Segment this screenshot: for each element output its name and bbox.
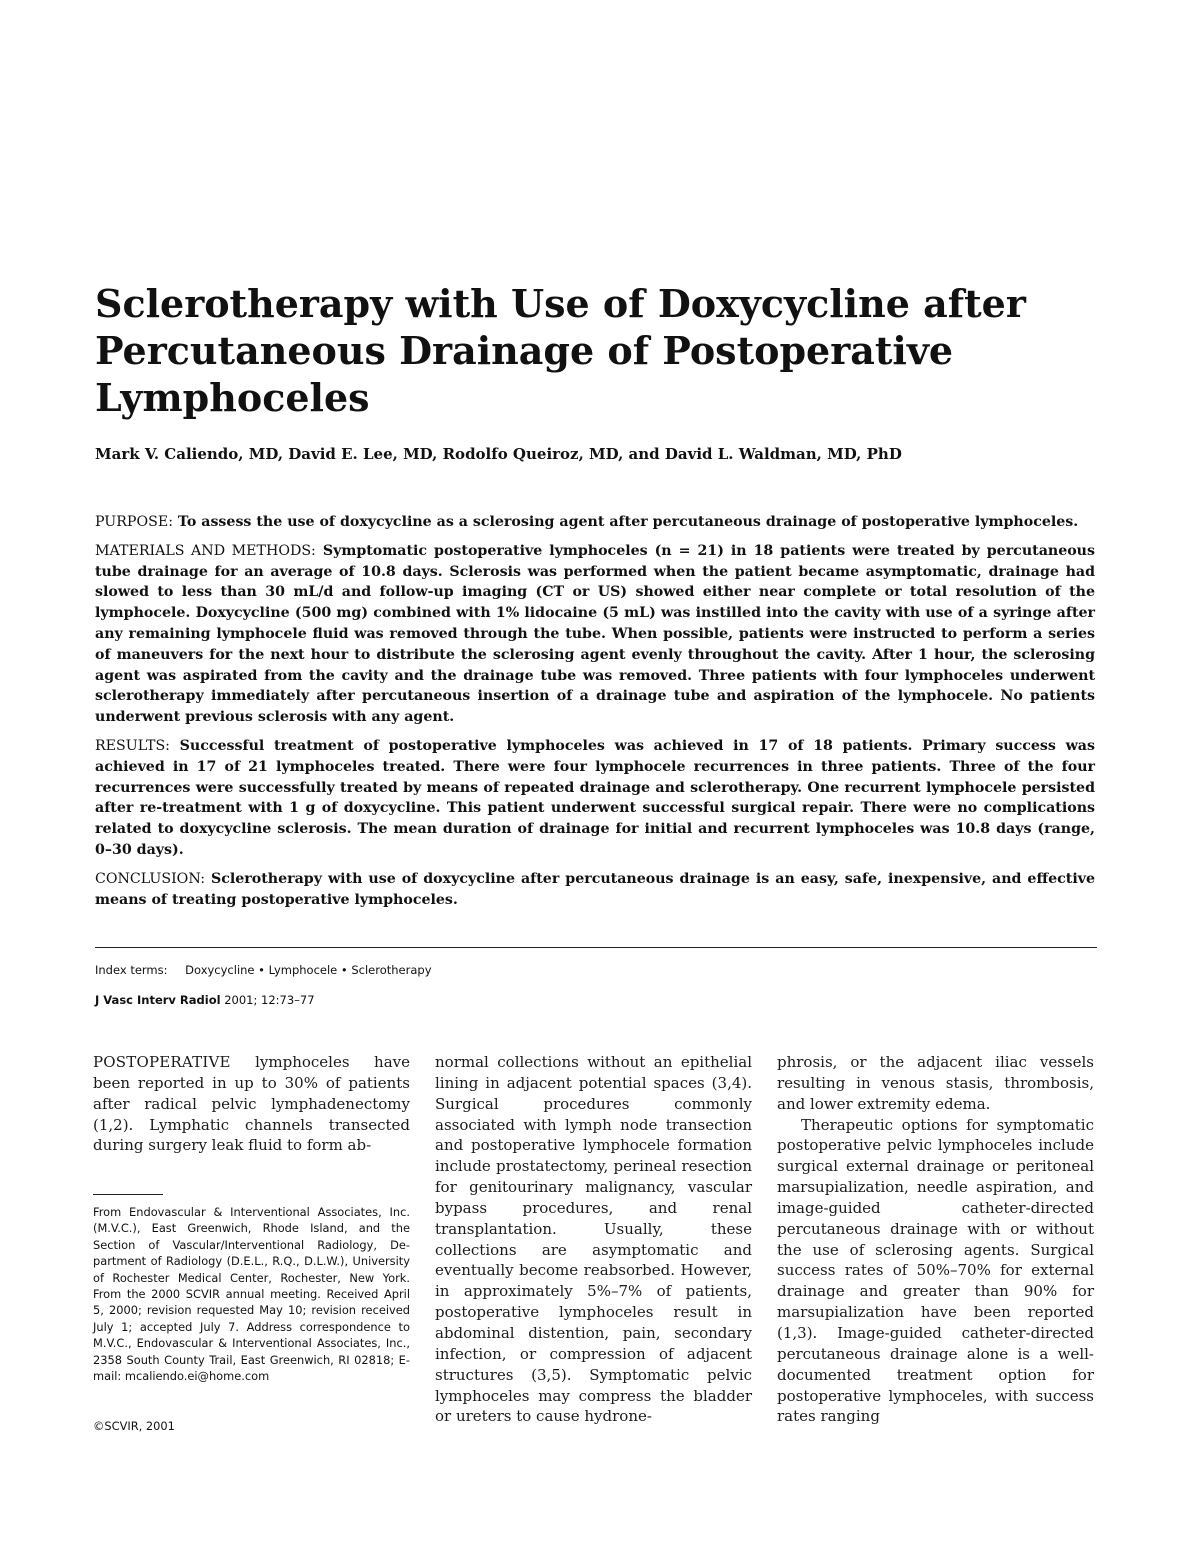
affiliation-footnote: From Endovascular & Interventional Associates, Inc. (M.V.C.), East Greenwich, Rhode Island, and the Section of Vascular/Interventional Radiology, Department of Radiology (D.E.L., R.Q., D.L.W.), University of Rochester Medical Center, Rochester, New York. From the 2000 SCVIR annual meeting. Received April 5, 2000; revision requested May 10; revision received July 1; accepted July 7. Address correspondence to M.V.C., Endovascular & Interventional Associates, Inc., 2358 South County Trail, East Greenwich, RI 02818; E-mail: mcaliendo.ei@home.com bbox=[93, 1205, 410, 1384]
abstract-divider bbox=[95, 947, 1097, 948]
author-list: Mark V. Caliendo, MD, David E. Lee, MD, Rodolfo Queiroz, MD, and David L. Waldman, MD, PhD bbox=[95, 445, 902, 463]
footnote-divider bbox=[93, 1194, 163, 1195]
body-column-3 bbox=[777, 1052, 1094, 1427]
journal-citation bbox=[95, 992, 315, 1008]
index-terms bbox=[95, 962, 432, 978]
body-paragraph: normal collections without an epithelial lining in adjacent potential spaces (3,4). Surgical procedures commonly associated with lymph node transection and postoperative lymphocele formation include prostatectomy, perineal resection for genitourinary malignancy, vascular bypass procedures, and renal transplantation. Usually, these collections are asymptomatic and eventually become reabsorbed. However, in approximately 5%–7% of patients, postoperative lymphoceles result in abdominal distention, pain, secondary infection, or compression of adjacent structures (3,5). Symptomatic pelvic lymphoceles may compress the bladder or ureters to cause hydrone- bbox=[435, 1053, 752, 1426]
body-paragraph: Therapeutic options for symptomatic postoperative pelvic lymphoceles include surgical external drainage or peritoneal marsupialization, needle aspiration, and image-guided catheter-directed percutaneous drainage with or without the use of sclerosing agents. Surgical success rates of 50%–70% for external drainage and greater than 90% for marsupialization have been reported (1,3). Image-guided catheter-directed percutaneous drainage alone is a well-documented treatment option for postoperative lymphoceles, with success rates ranging bbox=[777, 1115, 1094, 1426]
abstract-methods-heading: MATERIALS AND METHODS: bbox=[95, 542, 316, 559]
abstract-results bbox=[95, 736, 1095, 861]
journal-details: 2001; 12:73–77 bbox=[220, 993, 315, 1007]
lead-word: POSTOPERATIVE bbox=[93, 1053, 231, 1071]
abstract-conclusion-heading: CONCLUSION: bbox=[95, 870, 206, 887]
abstract-purpose bbox=[95, 512, 1095, 533]
abstract-purpose-text: To assess the use of doxycycline as a sclerosing agent after percutaneous drainage of postoperative lymphoceles. bbox=[177, 514, 1079, 530]
abstract-results-text: Successful treatment of postoperative lymphoceles was achieved in 17 of 18 patients. Primary success was achieved in 17 of 21 lymphoceles treated. There were four lymphocele recurrences in three patients. Three of the four recurrences were successfully treated by means of repeated drainage and sclerotherapy. One recurrent lymphocele persisted after re-treatment with 1 g of doxycycline. This patient underwent successful surgical repair. There were no complications related to doxycycline sclerosis. The mean duration of drainage for initial and recurrent lymphoceles was 10.8 days (range, 0–30 days). bbox=[95, 737, 1095, 858]
body-column-2 bbox=[435, 1052, 752, 1427]
abstract-conclusion-text: Sclerotherapy with use of doxycycline after percutaneous drainage is an easy, safe, inexpensive, and effective means of treating postoperative lymphoceles. bbox=[95, 870, 1095, 908]
body-paragraph: phrosis, or the adjacent iliac vessels resulting in venous stasis, thrombosis, and lower extremity edema. bbox=[777, 1053, 1094, 1113]
article-title: Sclerotherapy with Use of Doxycycline after Percutaneous Drainage of Postoperative Lymphoceles bbox=[95, 281, 1026, 420]
abstract-methods-text: Symptomatic postoperative lymphoceles (n = 21) in 18 patients were treated by percutaneous tube drainage for an average of 10.8 days. Sclerosis was performed when the patient became asymptomatic, drainage had slowed to less than 30 mL/d and follow-up imaging (CT or US) showed either near complete or total resolution of the lymphocele. Doxycycline (500 mg) combined with 1% lidocaine (5 mL) was instilled into the cavity with use of a syringe after any remaining lymphocele fluid was removed through the tube. When possible, patients were instructed to perform a series of maneuvers for the next hour to distribute the sclerosing agent evenly throughout the cavity. After 1 hour, the sclerosing agent was aspirated from the cavity and the drainage tube was removed. Three patients with four lymphoceles underwent sclerotherapy immediately after percutaneous insertion of a drainage tube and aspiration of the lymphocele. No patients underwent previous sclerosis with any agent. bbox=[95, 542, 1095, 726]
index-terms-label: Index terms: bbox=[95, 963, 168, 977]
abstract-results-heading: RESULTS: bbox=[95, 737, 170, 754]
abstract-conclusion bbox=[95, 869, 1095, 911]
abstract bbox=[95, 512, 1095, 918]
journal-name: J Vasc Interv Radiol bbox=[95, 993, 221, 1007]
abstract-purpose-heading: PURPOSE: bbox=[95, 514, 173, 530]
abstract-methods bbox=[95, 541, 1095, 728]
body-paragraph bbox=[93, 1052, 410, 1156]
copyright-notice: ©SCVIR, 2001 bbox=[93, 1419, 175, 1433]
index-terms-list: Doxycycline • Lymphocele • Sclerotherapy bbox=[185, 963, 432, 977]
body-column-1 bbox=[93, 1052, 410, 1156]
body-text: lymphoceles have been reported in up to 30% of patients after radical pelvic lymphadenectomy (1,2). Lymphatic channels transected during surgery leak fluid to form ab- bbox=[93, 1053, 410, 1155]
